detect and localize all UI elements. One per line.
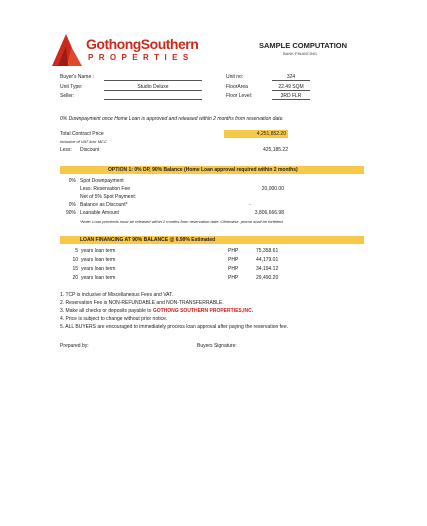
loan-term-label: years loan term — [81, 266, 116, 272]
loanable-value: 3,806,666.98 — [254, 210, 284, 216]
tcp-inclusive-note: inclusive of VAT &/or MCC — [60, 139, 107, 144]
buyers-name-field — [104, 74, 202, 81]
spot-pct: 0% — [68, 178, 76, 184]
loan-years: 5 — [75, 248, 78, 254]
loan-years: 20 — [72, 275, 78, 281]
downpayment-note: 0% Downpayment once Home Loan is approved and released within 2 months from reservation date. — [60, 116, 284, 122]
floor-level-label: Floor Level: — [226, 93, 253, 99]
tcp-label: Total Contract Price — [60, 131, 104, 137]
less-label: Less: — [60, 147, 72, 153]
loan-amount: 29,490.20 — [256, 275, 279, 281]
loan-currency: PHP — [228, 275, 239, 281]
loan-term-label: years loan term — [81, 248, 116, 254]
loan-years: 10 — [72, 257, 78, 263]
term-4: 4. Price is subject to change without prior notice. — [60, 316, 168, 322]
seller-label: Seller: — [60, 93, 75, 99]
term-3 — [60, 308, 253, 315]
floor-level-value: 3RD FLR — [272, 93, 310, 100]
term-3-prefix: 3. Make all checks or deposits payable to — [60, 308, 152, 314]
balance-pct: 0% — [68, 202, 76, 208]
loan-currency: PHP — [228, 266, 239, 272]
unit-type-label: Unit Type: — [60, 84, 83, 90]
loanable-pct: 90% — [65, 210, 76, 216]
floor-area-value: 22.49 SQM — [272, 84, 310, 91]
term-5: 5. ALL BUYERS are encouraged to immediately process loan approval after paying the reservation fee. — [60, 324, 289, 330]
balance-value: - — [249, 202, 251, 208]
loan-amount: 75,358.61 — [256, 248, 279, 254]
reservation-value: 20,000.00 — [261, 186, 284, 192]
discount-label: Discount — [80, 147, 100, 153]
loan-years: 15 — [72, 266, 78, 272]
loan-currency: PHP — [228, 248, 239, 254]
discount-value: 425,185.22 — [262, 147, 288, 153]
page-title: SAMPLE COMPUTATION — [259, 41, 348, 50]
logo-main-text: GothongSouthern — [86, 36, 199, 52]
option1-title: OPTION 1: 0% DP, 90% Balance (Home Loan approval required within 2 months) — [108, 167, 298, 173]
seller-field — [104, 93, 202, 100]
term-1: 1. TCP is inclusive of Miscellaneous Fees and VAT. — [60, 292, 174, 298]
loan-amount: 44,179.01 — [256, 257, 279, 263]
tcp-value: 4,251,852.20 — [224, 130, 288, 138]
unit-type-value: Studio Deluxe — [104, 84, 202, 91]
net-spot-label: Net of 5% Spot Payment: — [80, 194, 137, 200]
option1-note: *Note: Loan proceeds must be released within 2 months from reservation date. Otherwise, promo shall be forfeited. — [80, 219, 284, 224]
loan-title: LOAN FINANCING AT 90% BALANCE @ 6.99% Estimated — [80, 237, 216, 243]
loan-term-label: years loan term — [81, 275, 116, 281]
buyers-name-label: Buyer's Name : — [60, 74, 95, 80]
loan-currency: PHP — [228, 257, 239, 263]
page-subtitle: BANK FINANCING — [283, 51, 318, 56]
unit-no-label: Unit no: — [226, 74, 244, 80]
loan-amount: 34,194.12 — [256, 266, 279, 272]
term-2: 2. Reservation Fee is NON-REFUNDABLE and NON-TRANSFERRABLE. — [60, 300, 224, 306]
payee-company: GOTHONG SOUTHERN PROPERTIES,INC. — [152, 308, 254, 314]
balance-label: Balance as Discount* — [80, 202, 128, 208]
loanable-label: Loanable Amount — [80, 210, 119, 216]
loan-term-label: years loan term — [81, 257, 116, 263]
reservation-label: Less: Reservation Fee — [80, 186, 131, 192]
unit-no-value: 324 — [272, 74, 310, 81]
spot-label: Spot Downpayment — [80, 178, 124, 184]
buyer-signature-label: Buyers Signature: — [197, 343, 237, 349]
brand-logo-icon — [52, 32, 88, 68]
floor-area-label: FloorArea — [226, 84, 248, 90]
logo-sub-text: PROPERTIES — [88, 53, 194, 62]
prepared-by-label: Prepared by: — [60, 343, 89, 349]
